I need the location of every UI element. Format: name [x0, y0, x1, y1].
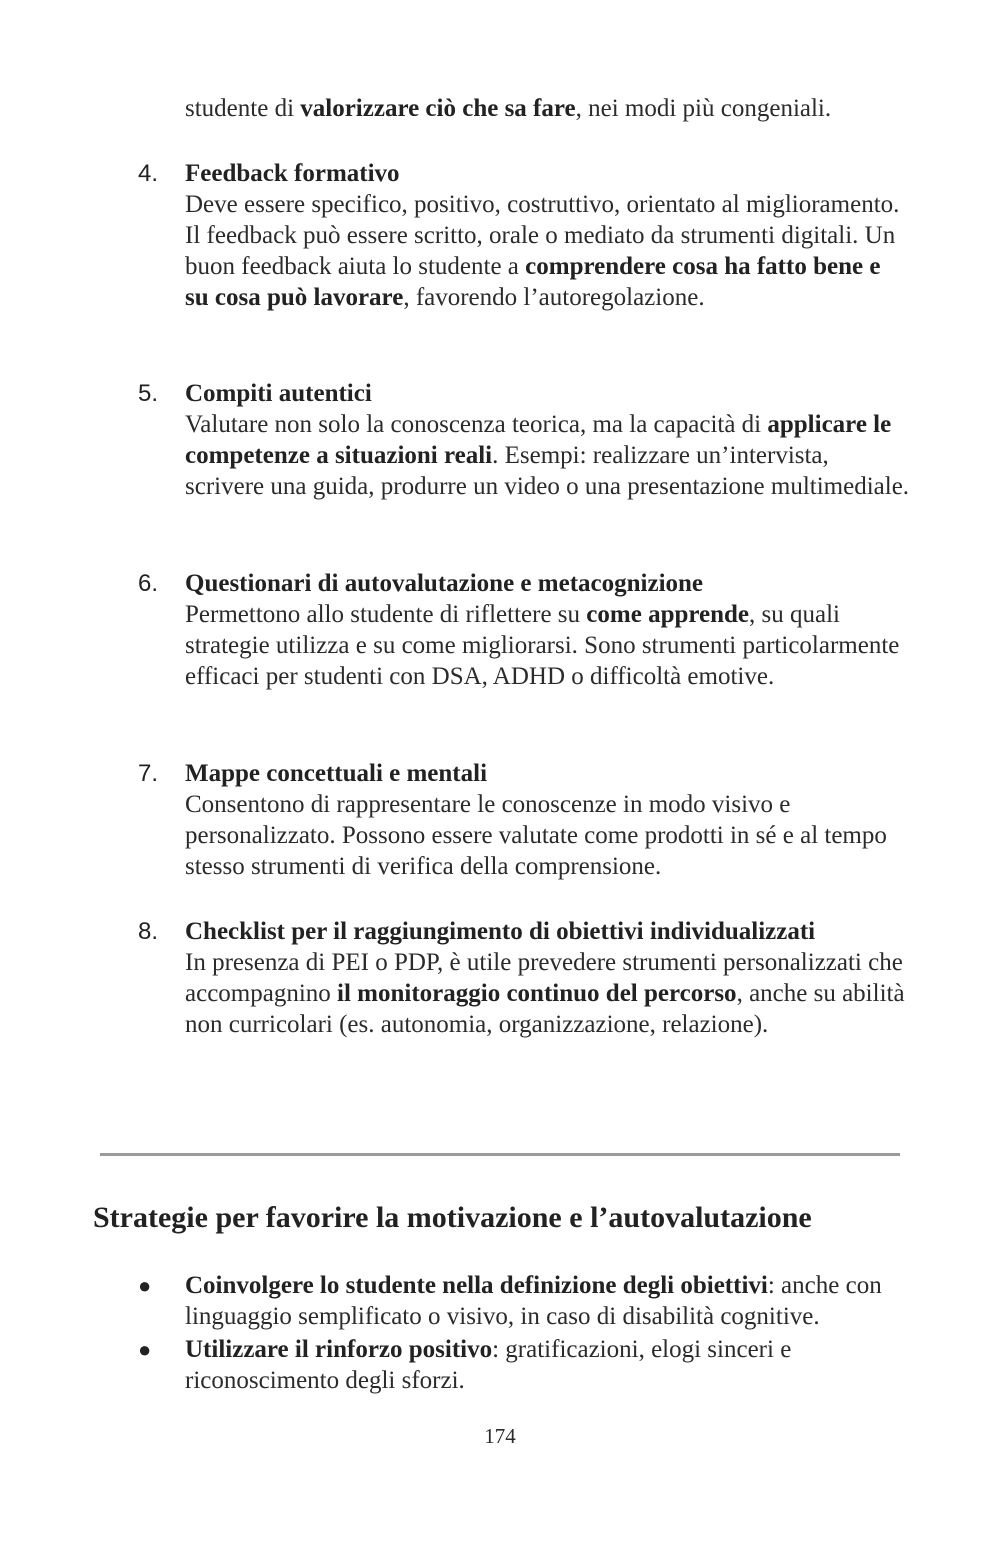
item-text-tail: , su quali strategie utilizza e su come migliorarsi. Sono strumenti particolarmente efficaci per studenti con DSA, ADHD o difficoltà emotive. — [185, 601, 900, 690]
item-bold: come apprende — [586, 601, 750, 628]
intro-text: studente di — [185, 95, 301, 122]
item-description — [185, 189, 910, 313]
item-number: 8. — [138, 918, 159, 945]
item-text: Valutare non solo la conoscenza teorica, ma la capacità di — [185, 411, 768, 438]
item-description — [185, 409, 910, 502]
page-number: 174 — [484, 1424, 516, 1448]
item-text: Consentono di rappresentare le conoscenze in modo visivo e personalizzato. Possono essere valutate come prodotti in sé e al tempo stesso strumenti di verifica della comprensione. — [185, 791, 887, 880]
item-title: Mappe concettuali e mentali — [185, 760, 488, 787]
item-number: 4. — [138, 160, 159, 187]
list-item — [185, 378, 910, 502]
bullet-icon: ● — [138, 1273, 152, 1298]
item-title: Feedback formativo — [185, 160, 400, 187]
item-text-tail: . Esempi: realizzare un’intervista, scrivere una guida, produrre un video o una presentazione multimediale. — [185, 442, 910, 500]
horizontal-divider — [100, 1153, 900, 1156]
intro-tail: , nei modi più congeniali. — [575, 95, 832, 122]
item-text: Permettono allo studente di riflettere su — [185, 601, 587, 628]
bullet-bold: Coinvolgere lo studente nella definizione degli obiettivi — [185, 1272, 768, 1299]
item-number: 7. — [138, 760, 159, 787]
list-item — [185, 158, 910, 313]
item-title: Checklist per il raggiungimento di obiettivi individualizzati — [185, 918, 816, 945]
item-number: 6. — [138, 570, 159, 597]
list-item — [185, 916, 910, 1040]
item-bold: applicare le competenze a situazioni reali — [185, 411, 892, 469]
bullet-item — [185, 1334, 910, 1396]
item-text-tail: , favorendo l’autoregolazione. — [403, 284, 705, 311]
intro-paragraph — [185, 93, 910, 124]
item-description — [185, 599, 910, 692]
item-bold: comprendere cosa ha fatto bene e su cosa può lavorare — [185, 253, 881, 311]
item-description — [185, 789, 910, 882]
item-bold: il monitoraggio continuo del percorso — [337, 980, 737, 1007]
section-heading: Strategie per favorire la motivazione e l’autovalutazione — [93, 1201, 812, 1234]
item-title: Questionari di autovalutazione e metacognizione — [185, 570, 704, 597]
item-text: Deve essere specifico, positivo, costruttivo, orientato al miglioramento. Il feedback può essere scritto, orale o mediato da strumenti digitali. Un buon feedback aiuta lo studente a — [185, 191, 900, 280]
bullet-item — [185, 1270, 910, 1332]
item-text: In presenza di PEI o PDP, è utile prevedere strumenti personalizzati che accompagnino — [185, 949, 903, 1007]
bullet-text: : anche con linguaggio semplificato o visivo, in caso di disabilità cognitive. — [185, 1272, 882, 1330]
item-number: 5. — [138, 380, 159, 407]
bullet-bold: Utilizzare il rinforzo positivo — [185, 1336, 493, 1363]
item-description — [185, 947, 910, 1040]
list-item — [185, 568, 910, 692]
bullet-text: : gratificazioni, elogi sinceri e riconoscimento degli sforzi. — [185, 1336, 792, 1394]
list-item — [185, 758, 910, 882]
bullet-icon: ● — [138, 1337, 152, 1362]
intro-bold: valorizzare ciò che sa fare — [300, 95, 576, 122]
item-title: Compiti autentici — [185, 380, 372, 407]
item-text-tail: , anche su abilità non curricolari (es. autonomia, organizzazione, relazione). — [185, 980, 905, 1038]
